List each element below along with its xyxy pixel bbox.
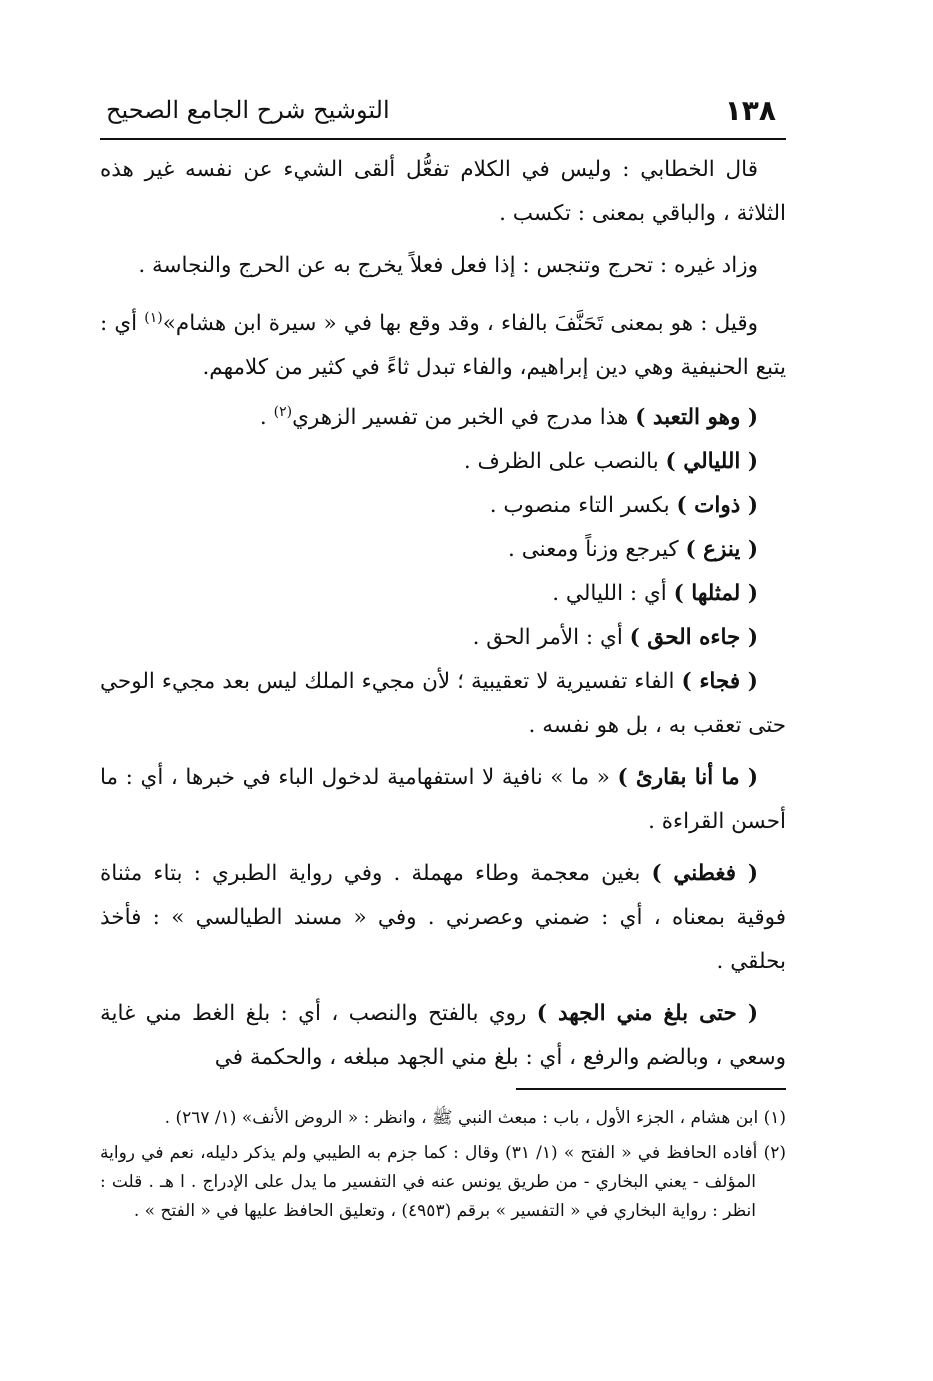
keyword: ( فجاء ) <box>681 669 758 695</box>
footnote-divider <box>516 1088 786 1090</box>
paragraph <box>100 484 786 528</box>
paragraph-text: روي بالفتح والنصب ، أي : بلغ الغط مني غاية وسعي ، وبالضم والرفع ، أي : بلغ مني الجهد مبلغه ، والحكمة في <box>100 1001 786 1071</box>
paragraph <box>100 244 786 288</box>
footnote <box>100 1139 786 1226</box>
paragraph <box>100 440 786 484</box>
footnotes <box>100 1104 786 1226</box>
paragraph-text: بالنصب على الظرف . <box>463 449 666 475</box>
paragraph-text: وقيل : هو بمعنى تَحَنَّفَ بالفاء ، وقد وقع بها في « سيرة ابن هشام» <box>162 311 758 337</box>
paragraph-text: بغين معجمة وطاء مهملة . وفي رواية الطبري : بتاء مثناة فوقية بمعناه ، أي : ضمني وعصرني . وفي « مسند الطيالسي » : فأخذ بحلقي . <box>100 861 786 975</box>
keyword: ( لمثلها ) <box>673 581 758 607</box>
paragraph <box>100 756 786 844</box>
paragraph <box>100 660 786 748</box>
page-number: ١٣٨ <box>724 94 776 127</box>
paragraph-text: أي : الأمر الحق . <box>472 625 630 651</box>
footnote-number: (١) <box>763 1108 786 1129</box>
keyword: ( حتى بلغ مني الجهد ) <box>536 1001 758 1027</box>
paragraph-text: بكسر التاء منصوب . <box>489 493 677 519</box>
paragraph-text: هذا مدرج في الخبر من تفسير الزهري <box>292 405 636 431</box>
book-page <box>100 88 786 1232</box>
keyword: ( فغطني ) <box>651 861 759 887</box>
paragraph <box>100 296 786 390</box>
paragraph-text: « ما » نافية لا استفهامية لدخول الباء في خبرها ، أي : ما أحسن القراءة . <box>100 765 786 835</box>
paragraph <box>100 148 786 236</box>
keyword: ( الليالي ) <box>665 449 758 475</box>
paragraph <box>100 390 786 440</box>
paragraph <box>100 852 786 984</box>
page-header <box>100 88 786 140</box>
keyword: ( ذوات ) <box>676 493 758 519</box>
keyword: ( ما أنا بقارئ ) <box>617 765 758 791</box>
paragraph-text: الفاء تفسيرية لا تعقيبية ؛ لأن مجيء الملك ليس بعد مجيء الوحي حتى تعقب به ، بل هو نفسه . <box>100 669 786 739</box>
paragraph-text: أي : يتبع الحنيفية وهي دين إبراهيم، والفاء تبدل ثاءً في كثير من كلامهم. <box>100 311 786 381</box>
paragraph <box>100 528 786 572</box>
paragraph <box>100 572 786 616</box>
paragraph-text: كيرجع وزناً ومعنى . <box>508 537 686 563</box>
paragraph <box>100 616 786 660</box>
footnote-text: أفاده الحافظ في « الفتح » (١/ ٣١) وقال : كما جزم به الطيبي ولم يذكر دليله، نعم في رواية المؤلف - يعني البخاري - من طريق يونس عنه في التفسير ما يدل على الإدراج . ا هـ . قلت : انظر : رواية البخاري في « التفسير » برقم (٤٩٥٣) ، وتعليق الحافظ عليها في « الفتح » . <box>100 1143 758 1222</box>
footnote-text: ابن هشام ، الجزء الأول ، باب : مبعث النبي ﷺ ، وانظر : « الروض الأنف» (١/ ٢٦٧) . <box>164 1108 759 1129</box>
paragraph <box>100 992 786 1080</box>
keyword: ( ينزع ) <box>685 537 758 563</box>
paragraph-text: وزاد غيره : تحرج وتنجس : إذا فعل فعلاً يخرج به عن الحرج والنجاسة . <box>138 253 758 278</box>
paragraph-text: أي : الليالي . <box>552 581 674 607</box>
paragraph-text: قال الخطابي : وليس في الكلام تفعُّل ألقى الشيء عن نفسه غير هذه الثلاثة ، والباقي بمعنى : تكسب . <box>100 157 786 226</box>
footnote <box>100 1104 786 1133</box>
running-title: التوشيح شرح الجامع الصحيح <box>106 96 390 124</box>
main-text <box>100 148 786 1080</box>
footnote-marker[interactable]: (١) <box>144 310 163 326</box>
keyword: ( جاءه الحق ) <box>629 625 758 651</box>
paragraph-text: . <box>259 405 274 431</box>
keyword: ( وهو التعبد ) <box>635 405 758 431</box>
footnote-marker[interactable]: (٢) <box>273 404 293 421</box>
footnote-number: (٢) <box>763 1143 786 1164</box>
